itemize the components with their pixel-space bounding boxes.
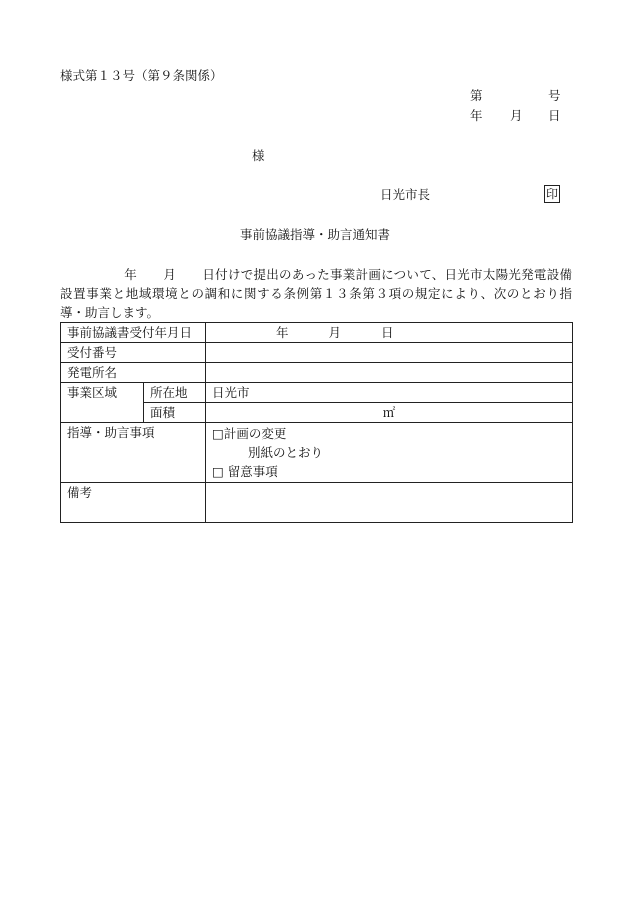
document-number-suffix: 号 — [548, 88, 561, 103]
document-number-label: 第 — [470, 88, 483, 103]
received-year: 年 — [276, 325, 289, 340]
body-month: 月 — [163, 267, 177, 282]
area-label: 面積 — [144, 403, 206, 423]
location-label: 所在地 — [144, 383, 206, 403]
remarks-value — [206, 483, 573, 523]
table-row — [61, 423, 573, 483]
issue-date-day: 日 — [548, 108, 561, 123]
guidance-options — [206, 423, 573, 483]
project-area-label: 事業区域 — [61, 383, 144, 423]
table-row — [61, 483, 573, 523]
option-plan-change: □計画の変更 — [212, 426, 287, 441]
area-value — [206, 403, 573, 423]
reception-number-label: 受付番号 — [61, 343, 206, 363]
issue-date-year: 年 — [470, 108, 483, 123]
received-date-value — [206, 323, 573, 343]
plant-name-label: 発電所名 — [61, 363, 206, 383]
guidance-label: 指導・助言事項 — [61, 423, 206, 483]
table-row — [61, 323, 573, 343]
area-unit: ㎡ — [382, 405, 396, 420]
location-value: 日光市 — [206, 383, 573, 403]
received-day: 日 — [381, 325, 394, 340]
document-title: 事前協議指導・助言通知書 — [240, 227, 391, 242]
sender-title: 日光市長 — [380, 187, 431, 202]
seal-mark: 印 — [545, 187, 558, 201]
received-date-label: 事前協議書受付年月日 — [61, 323, 206, 343]
plant-name-value — [206, 363, 573, 383]
option-notes: □ 留意事項 — [212, 464, 278, 479]
form-number: 様式第１３号（第９条関係） — [60, 68, 223, 83]
info-table — [60, 322, 573, 523]
table-row — [61, 363, 573, 383]
notice-body — [60, 265, 572, 322]
reception-number-value — [206, 343, 573, 363]
issue-date-month: 月 — [510, 108, 523, 123]
option-plan-change-note: 別紙のとおり — [248, 445, 324, 460]
remarks-label: 備考 — [61, 483, 206, 523]
table-row — [61, 343, 573, 363]
body-text: 日付けで提出のあった事業計画について、日光市太陽光発電設備設置事業と地域環境との調和に関する条例第１３条第３項の規定により、次のとおり指導・助言します。 — [60, 267, 572, 320]
received-month: 月 — [328, 325, 342, 340]
table-row — [61, 383, 573, 403]
addressee-honorific: 様 — [252, 148, 265, 163]
body-year: 年 — [124, 267, 138, 282]
